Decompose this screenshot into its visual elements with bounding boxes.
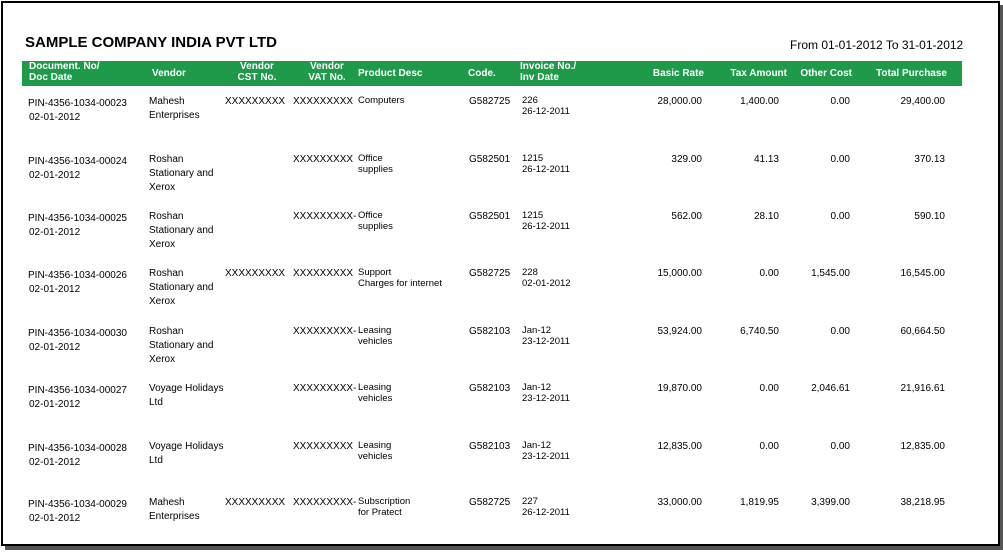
table-row xyxy=(0,382,1003,438)
vendor-vat: XXXXXXXXX- xyxy=(293,326,357,337)
tax-amount: 6,740.50 xyxy=(740,326,779,337)
tax-amount: 28.10 xyxy=(753,211,779,222)
product-desc: Computers xyxy=(358,95,405,106)
doc-date: 02-01-2012 xyxy=(29,170,81,181)
tax-amount: 1,819.95 xyxy=(740,497,779,508)
product-code: G582501 xyxy=(469,154,511,165)
basic-rate: 329.00 xyxy=(671,154,702,165)
vendor-vat: XXXXXXXXX xyxy=(293,441,354,452)
invoice-info: Jan-12 23-12-2011 xyxy=(522,440,570,462)
tax-amount: 41.13 xyxy=(753,154,779,165)
product-code: G582103 xyxy=(469,326,511,337)
other-cost: 0.00 xyxy=(830,154,850,165)
vendor-name: Voyage Holidays Ltd xyxy=(149,383,224,408)
doc-number: PIN-4356-1034-00026 xyxy=(28,270,127,281)
doc-number: PIN-4356-1034-00025 xyxy=(28,213,127,224)
table-header xyxy=(22,61,962,86)
table-row xyxy=(0,153,1003,209)
invoice-info: 1215 26-12-2011 xyxy=(522,153,570,175)
table-row xyxy=(0,95,1003,151)
other-cost: 3,399.00 xyxy=(811,497,850,508)
product-desc: Office supplies xyxy=(358,210,393,232)
tax-amount: 0.00 xyxy=(759,441,779,452)
table-row xyxy=(0,496,1003,552)
col-invoice-header: Invoice No./ Inv Date xyxy=(520,61,577,83)
vendor-vat: XXXXXXXXX- xyxy=(293,497,357,508)
vendor-vat: XXXXXXXXX- xyxy=(293,383,357,394)
vendor-name: Mahesh Enterprises xyxy=(149,96,200,121)
product-code: G582725 xyxy=(469,497,511,508)
col-code-header: Code. xyxy=(468,68,496,79)
date-range: From 01-01-2012 To 31-01-2012 xyxy=(790,38,964,52)
basic-rate: 28,000.00 xyxy=(657,96,702,107)
product-code: G582501 xyxy=(469,211,511,222)
invoice-info: 227 26-12-2011 xyxy=(522,496,570,518)
col-cst-header: Vendor CST No. xyxy=(237,61,277,83)
doc-date: 02-01-2012 xyxy=(29,284,81,295)
doc-date: 02-01-2012 xyxy=(29,513,81,524)
table-row xyxy=(0,267,1003,323)
vendor-cst: XXXXXXXXX xyxy=(225,96,286,107)
total-purchase: 12,835.00 xyxy=(900,441,945,452)
total-purchase: 590.10 xyxy=(914,211,945,222)
tax-amount: 0.00 xyxy=(759,268,779,279)
basic-rate: 19,870.00 xyxy=(657,383,702,394)
product-desc: Leasing vehicles xyxy=(358,325,393,347)
total-purchase: 60,664.50 xyxy=(900,326,945,337)
col-tax-header: Tax Amount xyxy=(730,68,787,79)
col-product-header: Product Desc xyxy=(358,68,423,79)
invoice-info: 226 26-12-2011 xyxy=(522,95,570,117)
total-purchase: 38,218.95 xyxy=(900,497,945,508)
doc-date: 02-01-2012 xyxy=(29,227,81,238)
vendor-name: Roshan Stationary and Xerox xyxy=(149,268,214,307)
other-cost: 0.00 xyxy=(830,96,850,107)
total-purchase: 29,400.00 xyxy=(900,96,945,107)
col-other-header: Other Cost xyxy=(800,68,852,79)
other-cost: 2,046.61 xyxy=(811,383,850,394)
product-code: G582725 xyxy=(469,96,511,107)
table-row xyxy=(0,325,1003,381)
doc-number: PIN-4356-1034-00029 xyxy=(28,499,127,510)
vendor-name: Roshan Stationary and Xerox xyxy=(149,326,214,365)
tax-amount: 1,400.00 xyxy=(740,96,779,107)
total-purchase: 16,545.00 xyxy=(900,268,945,279)
col-doc-header: Document. No/ Doc Date xyxy=(29,61,100,83)
basic-rate: 33,000.00 xyxy=(657,497,702,508)
doc-number: PIN-4356-1034-00030 xyxy=(28,328,127,339)
product-desc: Support Charges for internet xyxy=(358,267,442,289)
vendor-vat: XXXXXXXXX xyxy=(293,154,354,165)
tax-amount: 0.00 xyxy=(759,383,779,394)
vendor-name: Roshan Stationary and Xerox xyxy=(149,211,214,250)
vendor-vat: XXXXXXXXX xyxy=(293,96,354,107)
invoice-info: Jan-12 23-12-2011 xyxy=(522,325,570,347)
other-cost: 1,545.00 xyxy=(811,268,850,279)
doc-number: PIN-4356-1034-00027 xyxy=(28,385,127,396)
doc-date: 02-01-2012 xyxy=(29,112,81,123)
vendor-cst: XXXXXXXXX xyxy=(225,268,286,279)
product-desc: Leasing vehicles xyxy=(358,382,393,404)
doc-number: PIN-4356-1034-00028 xyxy=(28,443,127,454)
vendor-name: Roshan Stationary and Xerox xyxy=(149,154,214,193)
vendor-name: Mahesh Enterprises xyxy=(149,497,200,522)
doc-date: 02-01-2012 xyxy=(29,342,81,353)
product-desc: Office supplies xyxy=(358,153,393,175)
vendor-cst: XXXXXXXXX xyxy=(225,497,286,508)
other-cost: 0.00 xyxy=(830,211,850,222)
product-desc: Subscription for Pratect xyxy=(358,496,411,518)
col-vat-header: Vendor VAT No. xyxy=(308,61,346,83)
col-vendor-header: Vendor xyxy=(152,68,186,79)
doc-date: 02-01-2012 xyxy=(29,457,81,468)
vendor-vat: XXXXXXXXX xyxy=(293,268,354,279)
other-cost: 0.00 xyxy=(830,326,850,337)
basic-rate: 53,924.00 xyxy=(657,326,702,337)
product-code: G582103 xyxy=(469,383,511,394)
basic-rate: 15,000.00 xyxy=(657,268,702,279)
product-desc: Leasing vehicles xyxy=(358,440,393,462)
basic-rate: 12,835.00 xyxy=(657,441,702,452)
table-row xyxy=(0,210,1003,266)
doc-number: PIN-4356-1034-00023 xyxy=(28,98,127,109)
total-purchase: 370.13 xyxy=(914,154,945,165)
other-cost: 0.00 xyxy=(830,441,850,452)
basic-rate: 562.00 xyxy=(671,211,702,222)
doc-date: 02-01-2012 xyxy=(29,399,81,410)
table-row xyxy=(0,440,1003,496)
vendor-name: Voyage Holidays Ltd xyxy=(149,441,224,466)
vendor-vat: XXXXXXXXX- xyxy=(293,211,357,222)
invoice-info: 228 02-01-2012 xyxy=(522,267,571,289)
total-purchase: 21,916.61 xyxy=(900,383,945,394)
doc-number: PIN-4356-1034-00024 xyxy=(28,156,127,167)
product-code: G582725 xyxy=(469,268,511,279)
col-total-header: Total Purchase xyxy=(876,68,947,79)
invoice-info: 1215 26-12-2011 xyxy=(522,210,570,232)
product-code: G582103 xyxy=(469,441,511,452)
col-basic-header: Basic Rate xyxy=(652,68,704,79)
report-title: SAMPLE COMPANY INDIA PVT LTD xyxy=(25,34,277,51)
invoice-info: Jan-12 23-12-2011 xyxy=(522,382,570,404)
